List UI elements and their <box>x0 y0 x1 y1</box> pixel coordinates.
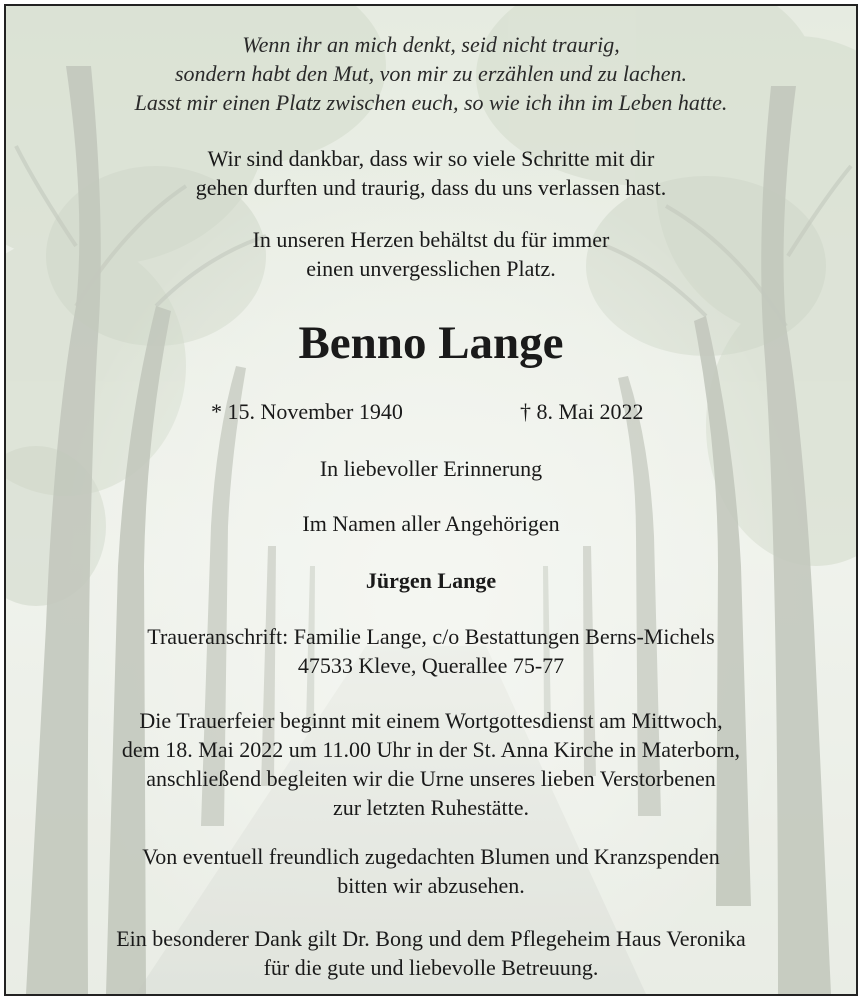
obituary-text <box>6 6 856 994</box>
memorial-poem <box>6 30 856 117</box>
birth-date: * 15. November 1940 <box>211 399 403 424</box>
death-date: † 8. Mai 2022 <box>520 399 644 424</box>
verse-line: gehen durften und traurig, dass du uns verlassen hast. <box>195 175 667 200</box>
on-behalf-line: Im Namen aller Angehörigen <box>302 511 560 536</box>
special-thanks <box>6 924 856 982</box>
funeral-service-info <box>6 706 856 822</box>
life-dates <box>6 399 856 429</box>
in-memory-line: In liebevoller Erinnerung <box>319 456 543 481</box>
flowers-line: bitten wir abzusehen. <box>337 873 525 898</box>
service-line: anschließend begleiten wir die Urne unseres lieben Verstorbenen <box>146 766 716 791</box>
hearts-verse <box>6 225 856 283</box>
mourning-address <box>6 622 856 680</box>
poem-line: Lasst mir einen Platz zwischen euch, so wie ich ihn im Leben hatte. <box>134 90 728 115</box>
deceased-name: Benno Lange <box>298 317 564 369</box>
signer-name: Jürgen Lange <box>365 568 497 593</box>
thanks-line: für die gute und liebevolle Betreuung. <box>263 955 599 980</box>
flowers-note <box>6 842 856 900</box>
verse-line: Wir sind dankbar, dass wir so viele Schritte mit dir <box>207 146 655 171</box>
address-line: 47533 Kleve, Querallee 75-77 <box>297 653 565 678</box>
obituary-frame <box>4 4 858 996</box>
service-line: zur letzten Ruhestätte. <box>332 795 530 820</box>
service-line: dem 18. Mai 2022 um 11.00 Uhr in der St. Anna Kirche in Materborn, <box>121 737 741 762</box>
verse-line: einen unvergesslichen Platz. <box>306 256 556 281</box>
poem-line: sondern habt den Mut, von mir zu erzählen und zu lachen. <box>174 61 688 86</box>
verse-line: In unseren Herzen behältst du für immer <box>252 227 610 252</box>
thanks-line: Ein besonderer Dank gilt Dr. Bong und dem Pflegeheim Haus Veronika <box>116 926 746 951</box>
service-line: Die Trauerfeier beginnt mit einem Wortgottesdienst am Mittwoch, <box>139 708 723 733</box>
flowers-line: Von eventuell freundlich zugedachten Blumen und Kranzspenden <box>142 844 720 869</box>
gratitude-verse <box>6 144 856 202</box>
poem-line: Wenn ihr an mich denkt, seid nicht traurig, <box>242 32 620 57</box>
address-line: Traueranschrift: Familie Lange, c/o Bestattungen Berns-Michels <box>147 624 715 649</box>
